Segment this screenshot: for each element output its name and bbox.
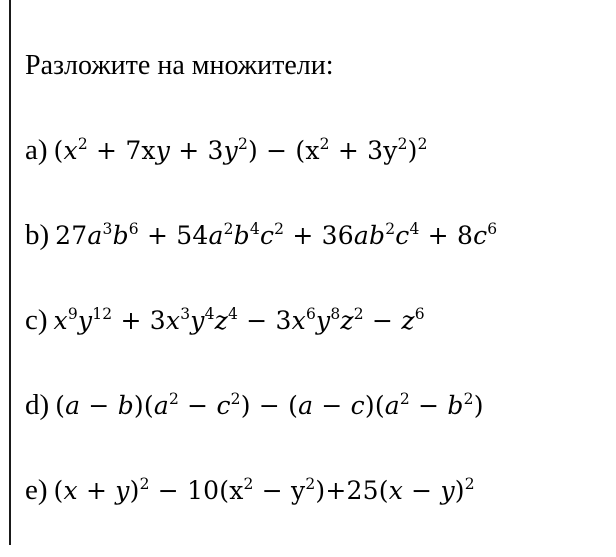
problem-label: a)	[25, 134, 48, 166]
problem-a	[25, 132, 605, 168]
problem-label: b)	[25, 219, 50, 251]
problem-expression: $27a^3b^6 + 54a^2b^4c^2 + 36ab^2c^4 + 8c^6$	[55, 220, 498, 250]
problem-label: d)	[25, 389, 50, 421]
worksheet	[25, 48, 605, 557]
left-border-line	[9, 0, 11, 545]
problem-e	[25, 472, 605, 508]
problem-expression: $(a - b)(a^2 - c^2) - (a - c)(a^2 - b^2)$	[55, 390, 484, 420]
problem-label: e)	[25, 474, 48, 506]
problem-expression: $(x + y)^2 - 10(x^2 - y^2)+25(x - y)^2$	[53, 475, 475, 505]
problem-label: c)	[25, 304, 48, 336]
problem-expression: $(x^2 + 7xy + 3y^2) - (x^2 + 3y^2)^2$	[53, 135, 428, 165]
problem-expression: $x^9y^{12} + 3x^3y^4z^4 - 3x^6y^8z^2 - z^6$	[53, 305, 425, 335]
problem-d	[25, 387, 605, 423]
task-heading: Разложите на множители:	[25, 50, 334, 81]
problem-b	[25, 217, 605, 253]
problem-c	[25, 302, 605, 338]
